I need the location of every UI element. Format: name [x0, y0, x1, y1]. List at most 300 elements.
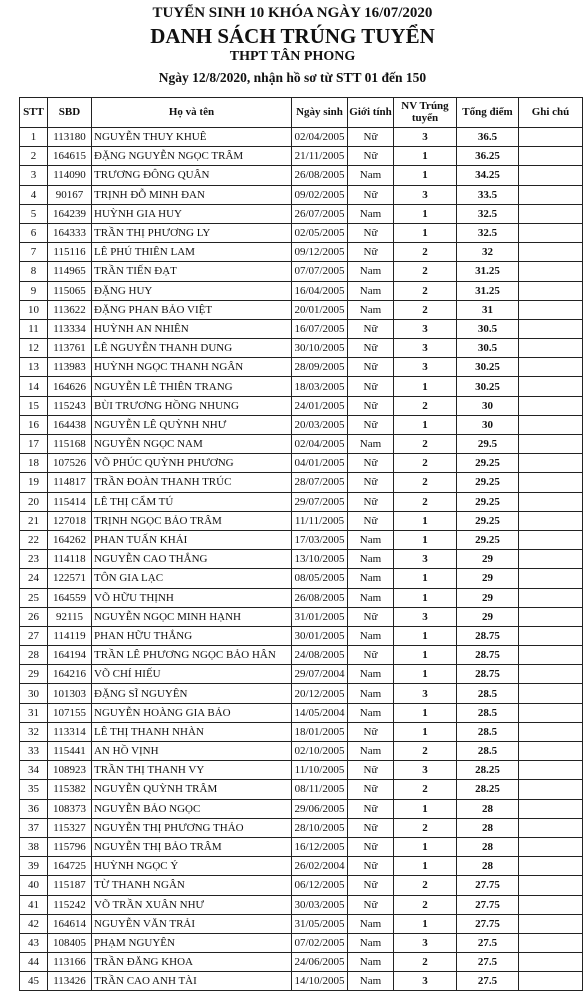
cell-score: 32	[457, 243, 519, 262]
cell-sbd: 115065	[48, 281, 92, 300]
cell-gender: Nữ	[348, 415, 394, 434]
cell-sbd: 107526	[48, 454, 92, 473]
cell-sbd: 164725	[48, 857, 92, 876]
table-row	[20, 454, 583, 473]
cell-nv: 1	[394, 569, 457, 588]
cell-gender: Nữ	[348, 511, 394, 530]
cell-note	[519, 473, 583, 492]
cell-sbd: 164614	[48, 914, 92, 933]
document-header	[0, 0, 585, 86]
cell-gender: Nữ	[348, 818, 394, 837]
cell-stt: 44	[20, 953, 48, 972]
cell-score: 28	[457, 837, 519, 856]
table-row	[20, 550, 583, 569]
cell-dob: 26/08/2005	[292, 166, 348, 185]
cell-stt: 7	[20, 243, 48, 262]
cell-sbd: 164559	[48, 588, 92, 607]
cell-nv: 2	[394, 818, 457, 837]
cell-score: 28.25	[457, 780, 519, 799]
cell-dob: 31/05/2005	[292, 914, 348, 933]
cell-name: VÕ HỮU THỊNH	[92, 588, 292, 607]
cell-stt: 25	[20, 588, 48, 607]
cell-gender: Nam	[348, 588, 394, 607]
cell-dob: 20/01/2005	[292, 300, 348, 319]
cell-sbd: 127018	[48, 511, 92, 530]
cell-note	[519, 876, 583, 895]
cell-sbd: 115242	[48, 895, 92, 914]
cell-stt: 28	[20, 646, 48, 665]
cell-sbd: 108923	[48, 761, 92, 780]
cell-stt: 10	[20, 300, 48, 319]
cell-sbd: 114118	[48, 550, 92, 569]
cell-nv: 3	[394, 550, 457, 569]
cell-gender: Nữ	[348, 876, 394, 895]
school-name: THPT TÂN PHONG	[229, 49, 356, 65]
cell-nv: 1	[394, 857, 457, 876]
table-row	[20, 876, 583, 895]
cell-note	[519, 953, 583, 972]
cell-score: 28	[457, 857, 519, 876]
cell-name: HUỲNH AN NHIÊN	[92, 319, 292, 338]
cell-score: 28.5	[457, 742, 519, 761]
cell-dob: 02/05/2005	[292, 223, 348, 242]
cell-gender: Nam	[348, 953, 394, 972]
cell-sbd: 114119	[48, 626, 92, 645]
cell-nv: 1	[394, 665, 457, 684]
cell-sbd: 90167	[48, 185, 92, 204]
cell-stt: 30	[20, 684, 48, 703]
cell-gender: Nữ	[348, 722, 394, 741]
cell-stt: 19	[20, 473, 48, 492]
cell-name: TRẦN ĐĂNG KHOA	[92, 953, 292, 972]
cell-note	[519, 243, 583, 262]
cell-name: ĐẶNG PHAN BẢO VIỆT	[92, 300, 292, 319]
cell-nv: 2	[394, 281, 457, 300]
cell-dob: 16/04/2005	[292, 281, 348, 300]
header-sbd: SBD	[48, 98, 92, 128]
cell-stt: 18	[20, 454, 48, 473]
cell-note	[519, 588, 583, 607]
cell-score: 30.5	[457, 339, 519, 358]
cell-stt: 5	[20, 204, 48, 223]
cell-score: 31.25	[457, 262, 519, 281]
header-dob: Ngày sinh	[292, 98, 348, 128]
header-stt: STT	[20, 98, 48, 128]
cell-gender: Nữ	[348, 895, 394, 914]
table-row	[20, 646, 583, 665]
cell-note	[519, 665, 583, 684]
cell-nv: 2	[394, 780, 457, 799]
cell-note	[519, 818, 583, 837]
cell-stt: 22	[20, 530, 48, 549]
cell-name: NGUYỄN LÊ QUỲNH NHƯ	[92, 415, 292, 434]
cell-score: 27.5	[457, 933, 519, 952]
cell-score: 30.25	[457, 377, 519, 396]
cell-note	[519, 857, 583, 876]
cell-dob: 24/08/2005	[292, 646, 348, 665]
cell-note	[519, 626, 583, 645]
cell-gender: Nam	[348, 300, 394, 319]
cell-nv: 1	[394, 588, 457, 607]
cell-sbd: 164626	[48, 377, 92, 396]
cell-score: 34.25	[457, 166, 519, 185]
cell-name: NGUYỄN HOÀNG GIA BẢO	[92, 703, 292, 722]
cell-dob: 21/11/2005	[292, 147, 348, 166]
cell-note	[519, 780, 583, 799]
table-row	[20, 243, 583, 262]
header-score: Tổng điểm	[457, 98, 519, 128]
cell-sbd: 164438	[48, 415, 92, 434]
cell-dob: 31/01/2005	[292, 607, 348, 626]
table-row	[20, 722, 583, 741]
cell-stt: 14	[20, 377, 48, 396]
table-row	[20, 914, 583, 933]
header-note: Ghi chú	[519, 98, 583, 128]
cell-nv: 2	[394, 300, 457, 319]
cell-stt: 37	[20, 818, 48, 837]
cell-sbd: 115243	[48, 396, 92, 415]
cell-stt: 12	[20, 339, 48, 358]
admission-table	[19, 97, 583, 991]
cell-name: TRẦN TIẾN ĐẠT	[92, 262, 292, 281]
cell-dob: 14/10/2005	[292, 972, 348, 991]
cell-dob: 29/07/2004	[292, 665, 348, 684]
cell-note	[519, 454, 583, 473]
cell-gender: Nam	[348, 204, 394, 223]
cell-dob: 07/07/2005	[292, 262, 348, 281]
cell-stt: 26	[20, 607, 48, 626]
cell-sbd: 114090	[48, 166, 92, 185]
table-row	[20, 895, 583, 914]
cell-nv: 2	[394, 492, 457, 511]
cell-dob: 18/01/2005	[292, 722, 348, 741]
table-row	[20, 377, 583, 396]
cell-name: HUỲNH GIA HUY	[92, 204, 292, 223]
cell-note	[519, 550, 583, 569]
cell-note	[519, 722, 583, 741]
cell-name: TRẦN THỊ THANH VY	[92, 761, 292, 780]
cell-sbd: 164333	[48, 223, 92, 242]
header-nv-line1: NV Trúng	[401, 99, 449, 112]
table-row	[20, 953, 583, 972]
cell-stt: 20	[20, 492, 48, 511]
table-row	[20, 703, 583, 722]
table-row	[20, 799, 583, 818]
cell-note	[519, 703, 583, 722]
cell-score: 28.25	[457, 761, 519, 780]
cell-note	[519, 914, 583, 933]
cell-stt: 29	[20, 665, 48, 684]
cell-sbd: 114817	[48, 473, 92, 492]
table-header-row	[20, 98, 583, 128]
cell-nv: 2	[394, 396, 457, 415]
cell-name: PHẠM NGUYÊN	[92, 933, 292, 952]
cell-dob: 08/11/2005	[292, 780, 348, 799]
cell-score: 28.75	[457, 665, 519, 684]
cell-score: 32.5	[457, 204, 519, 223]
cell-sbd: 101303	[48, 684, 92, 703]
cell-gender: Nữ	[348, 243, 394, 262]
cell-nv: 2	[394, 454, 457, 473]
table-row	[20, 223, 583, 242]
cell-note	[519, 204, 583, 223]
cell-dob: 11/11/2005	[292, 511, 348, 530]
cell-name: NGUYỄN THỊ BẢO TRÂM	[92, 837, 292, 856]
cell-gender: Nam	[348, 703, 394, 722]
cell-gender: Nữ	[348, 857, 394, 876]
cell-sbd: 107155	[48, 703, 92, 722]
cell-stt: 38	[20, 837, 48, 856]
cell-dob: 28/09/2005	[292, 358, 348, 377]
cell-gender: Nam	[348, 550, 394, 569]
cell-name: LÊ PHÚ THIÊN LAM	[92, 243, 292, 262]
cell-nv: 2	[394, 742, 457, 761]
cell-nv: 2	[394, 262, 457, 281]
cell-stt: 40	[20, 876, 48, 895]
cell-dob: 02/10/2005	[292, 742, 348, 761]
cell-name: TỪ THANH NGÂN	[92, 876, 292, 895]
cell-name: NGUYỄN THỊ PHƯƠNG THẢO	[92, 818, 292, 837]
cell-note	[519, 837, 583, 856]
cell-nv: 1	[394, 837, 457, 856]
cell-nv: 3	[394, 933, 457, 952]
cell-gender: Nam	[348, 530, 394, 549]
cell-score: 29.25	[457, 473, 519, 492]
cell-sbd: 115187	[48, 876, 92, 895]
cell-name: NGUYỄN LÊ THIÊN TRANG	[92, 377, 292, 396]
cell-sbd: 164262	[48, 530, 92, 549]
cell-gender: Nữ	[348, 761, 394, 780]
cell-nv: 1	[394, 530, 457, 549]
cell-note	[519, 761, 583, 780]
cell-gender: Nữ	[348, 837, 394, 856]
cell-sbd: 115168	[48, 435, 92, 454]
cell-score: 29	[457, 550, 519, 569]
cell-note	[519, 607, 583, 626]
cell-name: PHAN HỮU THẮNG	[92, 626, 292, 645]
header-name: Họ và tên	[92, 98, 292, 128]
table-row	[20, 780, 583, 799]
cell-score: 30	[457, 396, 519, 415]
table-row	[20, 473, 583, 492]
cell-stt: 21	[20, 511, 48, 530]
cell-dob: 24/06/2005	[292, 953, 348, 972]
cell-score: 31.25	[457, 281, 519, 300]
cell-nv: 2	[394, 435, 457, 454]
table-row	[20, 204, 583, 223]
table-row	[20, 569, 583, 588]
cell-note	[519, 319, 583, 338]
table-row	[20, 396, 583, 415]
cell-dob: 26/08/2005	[292, 588, 348, 607]
table-row	[20, 933, 583, 952]
cell-stt: 9	[20, 281, 48, 300]
cell-stt: 31	[20, 703, 48, 722]
cell-score: 28	[457, 818, 519, 837]
cell-score: 30.5	[457, 319, 519, 338]
cell-note	[519, 147, 583, 166]
cell-stt: 24	[20, 569, 48, 588]
cell-score: 29.5	[457, 435, 519, 454]
cell-nv: 3	[394, 761, 457, 780]
cell-sbd: 122571	[48, 569, 92, 588]
cell-stt: 11	[20, 319, 48, 338]
cell-dob: 20/03/2005	[292, 415, 348, 434]
cell-name: TRẦN ĐOÀN THANH TRÚC	[92, 473, 292, 492]
cell-score: 28.75	[457, 646, 519, 665]
cell-gender: Nam	[348, 972, 394, 991]
cell-name: NGUYỄN CAO THẮNG	[92, 550, 292, 569]
cell-sbd: 92115	[48, 607, 92, 626]
cell-name: NGUYỄN NGỌC MINH HẠNH	[92, 607, 292, 626]
cell-score: 29.25	[457, 511, 519, 530]
cell-score: 30.25	[457, 358, 519, 377]
table-row	[20, 358, 583, 377]
cell-gender: Nữ	[348, 339, 394, 358]
header-nv	[394, 98, 457, 128]
cell-dob: 30/10/2005	[292, 339, 348, 358]
cell-score: 29	[457, 569, 519, 588]
cell-gender: Nam	[348, 665, 394, 684]
cell-dob: 13/10/2005	[292, 550, 348, 569]
cell-nv: 3	[394, 607, 457, 626]
table-row	[20, 588, 583, 607]
cell-gender: Nữ	[348, 780, 394, 799]
cell-score: 30	[457, 415, 519, 434]
cell-dob: 16/07/2005	[292, 319, 348, 338]
cell-stt: 2	[20, 147, 48, 166]
cell-gender: Nữ	[348, 223, 394, 242]
cell-nv: 3	[394, 185, 457, 204]
cell-score: 27.75	[457, 876, 519, 895]
cell-name: NGUYỄN QUỲNH TRÂM	[92, 780, 292, 799]
cell-nv: 1	[394, 914, 457, 933]
cell-name: VÕ CHÍ HIẾU	[92, 665, 292, 684]
cell-gender: Nữ	[348, 646, 394, 665]
cell-name: PHAN TUẤN KHẢI	[92, 530, 292, 549]
header-nv-line2: tuyển	[411, 111, 439, 124]
cell-note	[519, 933, 583, 952]
cell-dob: 09/12/2005	[292, 243, 348, 262]
cell-gender: Nam	[348, 742, 394, 761]
table-row	[20, 626, 583, 645]
cell-sbd: 113983	[48, 358, 92, 377]
cell-name: ĐẶNG HUY	[92, 281, 292, 300]
cell-sbd: 164194	[48, 646, 92, 665]
cell-stt: 3	[20, 166, 48, 185]
cell-score: 27.5	[457, 953, 519, 972]
table-row	[20, 435, 583, 454]
cell-name: LÊ THỊ THANH NHÀN	[92, 722, 292, 741]
cell-score: 29.25	[457, 530, 519, 549]
table-row	[20, 818, 583, 837]
table-row	[20, 339, 583, 358]
cell-dob: 29/07/2005	[292, 492, 348, 511]
cell-stt: 45	[20, 972, 48, 991]
cell-stt: 43	[20, 933, 48, 952]
cell-dob: 07/02/2005	[292, 933, 348, 952]
cell-gender: Nam	[348, 933, 394, 952]
cell-name: NGUYỄN NGỌC NAM	[92, 435, 292, 454]
cell-score: 28.75	[457, 626, 519, 645]
cell-score: 36.25	[457, 147, 519, 166]
cell-stt: 41	[20, 895, 48, 914]
cell-name: NGUYỄN THUY KHUÊ	[92, 128, 292, 147]
table-row	[20, 761, 583, 780]
cell-name: VÕ PHÚC QUỲNH PHƯƠNG	[92, 454, 292, 473]
cell-stt: 32	[20, 722, 48, 741]
cell-note	[519, 377, 583, 396]
cell-note	[519, 569, 583, 588]
cell-sbd: 164216	[48, 665, 92, 684]
cell-name: ĐẶNG SĨ NGUYÊN	[92, 684, 292, 703]
table-row	[20, 415, 583, 434]
cell-dob: 26/02/2004	[292, 857, 348, 876]
cell-gender: Nam	[348, 626, 394, 645]
cell-sbd: 114965	[48, 262, 92, 281]
cell-score: 28.5	[457, 684, 519, 703]
cell-gender: Nữ	[348, 185, 394, 204]
cell-dob: 26/07/2005	[292, 204, 348, 223]
cell-name: NGUYỄN BẢO NGỌC	[92, 799, 292, 818]
cell-nv: 1	[394, 722, 457, 741]
header-gender: Giới tính	[348, 98, 394, 128]
cell-sbd: 115116	[48, 243, 92, 262]
cell-gender: Nữ	[348, 319, 394, 338]
cell-gender: Nam	[348, 569, 394, 588]
cell-nv: 1	[394, 166, 457, 185]
cell-name: AN HỒ VỊNH	[92, 742, 292, 761]
submission-note: Ngày 12/8/2020, nhận hồ sơ từ STT 01 đến 150	[158, 70, 427, 86]
cell-gender: Nữ	[348, 799, 394, 818]
cell-nv: 1	[394, 799, 457, 818]
cell-gender: Nữ	[348, 473, 394, 492]
cell-note	[519, 339, 583, 358]
cell-nv: 1	[394, 223, 457, 242]
cell-sbd: 115441	[48, 742, 92, 761]
cell-dob: 16/12/2005	[292, 837, 348, 856]
cell-nv: 1	[394, 703, 457, 722]
cell-note	[519, 646, 583, 665]
cell-stt: 15	[20, 396, 48, 415]
table-row	[20, 665, 583, 684]
cell-name: TRỊNH ĐỖ MINH ĐAN	[92, 185, 292, 204]
cell-gender: Nam	[348, 914, 394, 933]
cell-stt: 34	[20, 761, 48, 780]
cell-dob: 20/12/2005	[292, 684, 348, 703]
cell-sbd: 113314	[48, 722, 92, 741]
cell-stt: 17	[20, 435, 48, 454]
cell-gender: Nam	[348, 262, 394, 281]
cell-nv: 1	[394, 626, 457, 645]
table-row	[20, 607, 583, 626]
cell-note	[519, 435, 583, 454]
cell-score: 29.25	[457, 454, 519, 473]
table-row	[20, 972, 583, 991]
cell-stt: 33	[20, 742, 48, 761]
cell-stt: 36	[20, 799, 48, 818]
cell-gender: Nữ	[348, 147, 394, 166]
cell-gender: Nữ	[348, 396, 394, 415]
cell-sbd: 113166	[48, 953, 92, 972]
cell-nv: 2	[394, 473, 457, 492]
cell-dob: 09/02/2005	[292, 185, 348, 204]
cell-nv: 3	[394, 128, 457, 147]
cell-dob: 30/03/2005	[292, 895, 348, 914]
cell-gender: Nữ	[348, 492, 394, 511]
cell-nv: 1	[394, 511, 457, 530]
cell-gender: Nam	[348, 166, 394, 185]
